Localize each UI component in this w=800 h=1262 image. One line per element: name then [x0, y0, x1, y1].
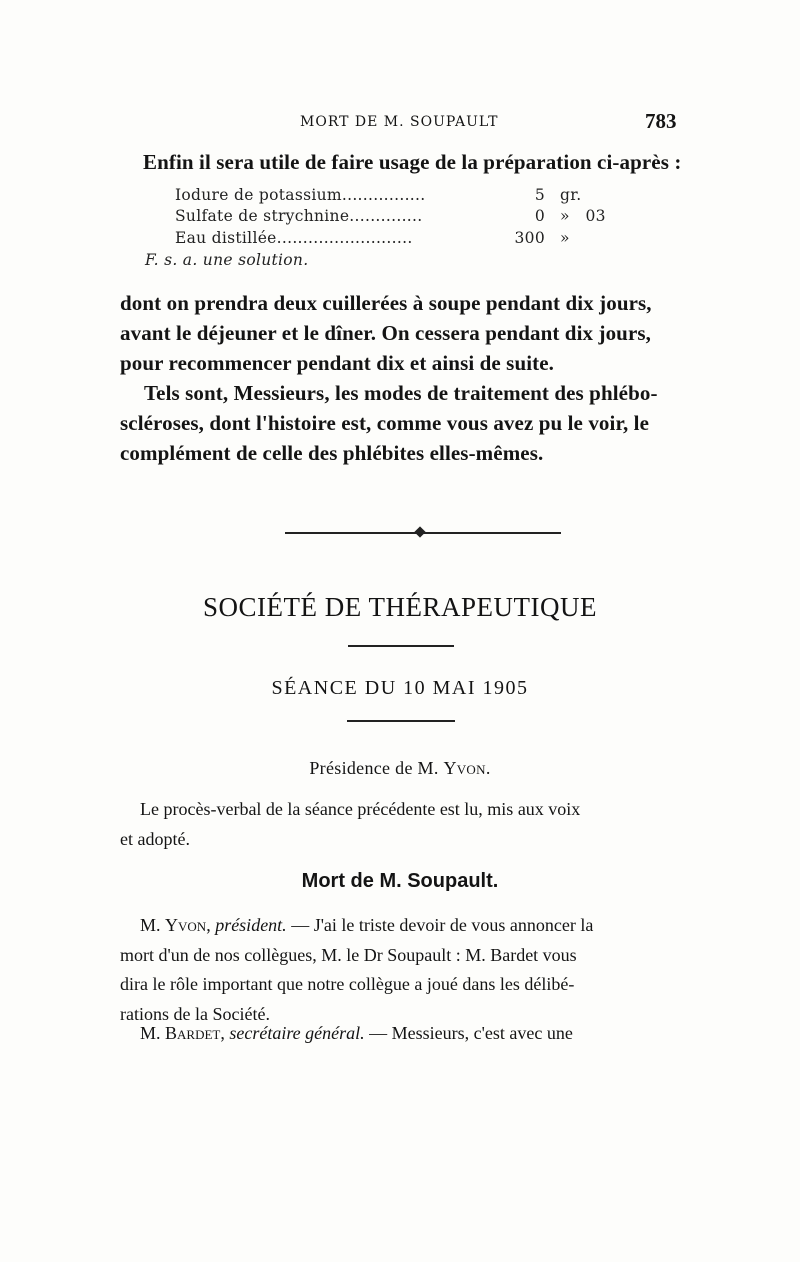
society-title: SOCIÉTÉ DE THÉRAPEUTIQUE: [203, 592, 597, 622]
speaker-role: secrétaire général.: [229, 1023, 365, 1043]
yvon-paragraph: [120, 911, 680, 1029]
recipe-quantity: 5: [534, 186, 545, 204]
intro-line: Enfin il sera utile de faire usage de la préparation ci-après :: [143, 150, 682, 174]
recipe-quantity: 0: [534, 207, 545, 225]
paragraph-line: pour recommencer pendant dix et ainsi de suite.: [120, 351, 555, 375]
paragraph-dosage: [120, 288, 652, 378]
speech-text: — J'ai le triste devoir de vous annoncer la: [286, 915, 594, 935]
speaker-prefix: M.: [140, 1023, 166, 1043]
recipe-unit: gr.: [560, 186, 582, 204]
paragraph-line: rations de la Société.: [120, 1003, 270, 1024]
bardet-paragraph: [120, 1019, 680, 1049]
paragraph-line: scléroses, dont l'histoire est, comme vous avez pu le voir, le: [120, 411, 650, 435]
paragraph-line: dont on prendra deux cuillerées à soupe pendant dix jours,: [120, 291, 652, 315]
recipe-ingredient: Eau distillée..........................: [175, 229, 413, 247]
paragraph-line: M. Bardet, secrétaire général. — Messieurs, c'est avec une: [140, 1023, 573, 1043]
recipe-row: [175, 186, 645, 208]
section-rule: [347, 720, 455, 722]
paragraph-line: complément de celle des phlébites elles-mêmes.: [120, 441, 544, 465]
president-name: Yvon: [443, 758, 486, 778]
paragraph-line: et adopté.: [120, 828, 190, 849]
speaker-prefix: M.: [140, 915, 166, 935]
paragraph-line: mort d'un de nos collègues, M. le Dr Soupault : M. Bardet vous: [120, 944, 577, 965]
recipe-unit: » 03: [560, 207, 606, 225]
section-rule: [348, 645, 454, 647]
recipe-ingredient: Sulfate de strychnine..............: [175, 207, 423, 225]
speaker-role: président.: [215, 915, 287, 935]
speaker-name: Yvon: [165, 915, 207, 935]
speaker-name: Bardet: [165, 1023, 221, 1043]
running-head-title: MORT DE M. SOUPAULT: [300, 114, 499, 130]
recipe-ingredient: Iodure de potassium................: [175, 186, 426, 204]
running-head: [0, 109, 800, 138]
paragraph-line: Tels sont, Messieurs, les modes de traitement des phlébo-: [144, 381, 658, 405]
paragraph-line: Le procès-verbal de la séance précédente est lu, mis aux voix: [140, 799, 581, 819]
presidence-line: [0, 758, 800, 779]
recipe-block: [145, 186, 645, 276]
paragraph-line: avant le déjeuner et le dîner. On cessera pendant dix jours,: [120, 321, 651, 345]
section-heading: Mort de M. Soupault.: [301, 870, 499, 892]
paragraph-line: M. Yvon, président. — J'ai le triste devoir de vous annoncer la: [140, 915, 594, 935]
recipe-footer: F. s. a. une solution.: [145, 251, 309, 269]
paragraph-line: dira le rôle important que notre collègue a joué dans les délibé-: [120, 974, 575, 994]
recipe-row: [175, 207, 645, 229]
recipe-unit: »: [560, 229, 570, 247]
minutes-paragraph: [120, 795, 680, 854]
presidence-suffix: .: [485, 758, 491, 778]
recipe-quantity: 300: [514, 229, 545, 247]
presidence-prefix: Présidence de M.: [309, 758, 444, 778]
page-number: 783: [645, 109, 677, 133]
seance-date: SÉANCE DU 10 MAI 1905: [271, 677, 529, 699]
recipe-row: [175, 229, 645, 251]
diamond-ornament: [414, 526, 425, 537]
speech-text: — Messieurs, c'est avec une: [364, 1023, 573, 1043]
paragraph-conclusion: [120, 378, 658, 468]
